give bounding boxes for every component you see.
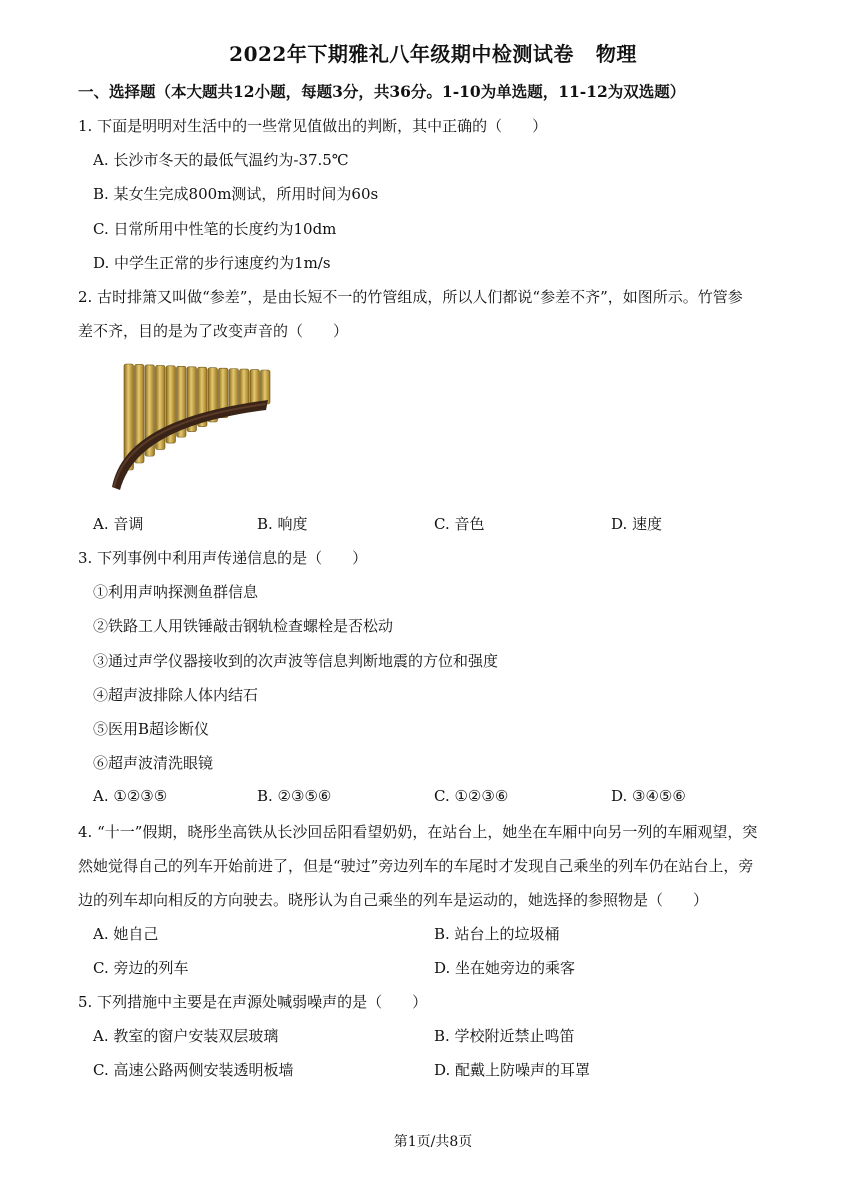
q4-option-b: B. 站台上的垃圾桶 — [434, 925, 560, 943]
pan-flute-icon — [100, 352, 276, 494]
q3-item-1: ①利用声呐探测鱼群信息 — [93, 583, 259, 601]
q3-item-3: ③通过声学仪器接收到的次声波等信息判断地震的方位和强度 — [93, 652, 499, 670]
q4-stem-line1: 4. “十一”假期，晓彤坐高铁从长沙回岳阳看望奶奶，在站台上，她坐在车厢中向另一列的车厢观望，突 — [78, 823, 758, 841]
q3-option-b: B. ②③⑤⑥ — [257, 787, 332, 805]
q1-option-d: D. 中学生正常的步行速度约为1m/s — [93, 254, 331, 272]
q1-option-a: A. 长沙市冬天的最低气温约为-37.5℃ — [93, 151, 349, 169]
q4-option-a: A. 她自己 — [93, 925, 159, 943]
q3-item-4: ④超声波排除人体内结石 — [93, 686, 259, 704]
page-footer: 第1页/共8页 — [393, 1134, 473, 1150]
q2-stem-line2: 差不齐，目的是为了改变声音的（ ） — [78, 322, 349, 340]
q4-option-c: C. 旁边的列车 — [93, 959, 189, 977]
q2-option-d: D. 速度 — [611, 515, 663, 533]
q5-stem: 5. 下列措施中主要是在声源处喊弱噪声的是（ ） — [78, 993, 428, 1011]
q3-stem: 3. 下列事例中利用声传递信息的是（ ） — [78, 549, 368, 567]
q3-item-6: ⑥超声波清洗眼镜 — [93, 754, 214, 772]
q3-option-a: A. ①②③⑤ — [93, 787, 168, 805]
q3-item-5: ⑤医用B超诊断仪 — [93, 720, 210, 738]
q3-option-d: D. ③④⑤⑥ — [611, 787, 686, 805]
q3-option-c: C. ①②③⑥ — [434, 787, 509, 805]
q5-option-c: C. 高速公路两侧安装透明板墙 — [93, 1061, 294, 1079]
q3-item-2: ②铁路工人用铁锤敲击钢轨检查螺栓是否松动 — [93, 617, 394, 635]
q4-stem-line3: 边的列车却向相反的方向驶去。晓彤认为自己乘坐的列车是运动的，她选择的参照物是（ ） — [78, 891, 709, 909]
q4-option-d: D. 坐在她旁边的乘客 — [434, 959, 576, 977]
exam-title-subject: 物理 — [595, 42, 637, 66]
q2-option-c: C. 音色 — [434, 515, 485, 533]
section-heading: 一、选择题（本大题共12小题，每题3分，共36分。1-10为单选题，11-12为双选题） — [78, 82, 686, 101]
q1-stem: 1. 下面是明明对生活中的一些常见值做出的判断，其中正确的（ ） — [78, 117, 548, 135]
exam-title — [0, 38, 866, 67]
q2-option-b: B. 响度 — [257, 515, 308, 533]
q2-stem-line1: 2. 古时排箫又叫做“参差”，是由长短不一的竹管组成，所以人们都说“参差不齐”，如图所示。竹管参 — [78, 288, 743, 306]
q5-option-d: D. 配戴上防噪声的耳罩 — [434, 1061, 591, 1079]
q2-option-a: A. 音调 — [93, 515, 144, 533]
q4-stem-line2: 然她觉得自己的列车开始前进了，但是“驶过”旁边列车的车尾时才发现自己乘坐的列车仍在站台上，旁 — [78, 857, 754, 875]
exam-title-main: 2022年下期雅礼八年级期中检测试卷 — [229, 42, 574, 66]
q1-option-c: C. 日常所用中性笔的长度约为10dm — [93, 220, 337, 238]
q1-option-b: B. 某女生完成800m测试，所用时间为60s — [93, 185, 379, 203]
q5-option-b: B. 学校附近禁止鸣笛 — [434, 1027, 575, 1045]
q5-option-a: A. 教室的窗户安装双层玻璃 — [93, 1027, 279, 1045]
